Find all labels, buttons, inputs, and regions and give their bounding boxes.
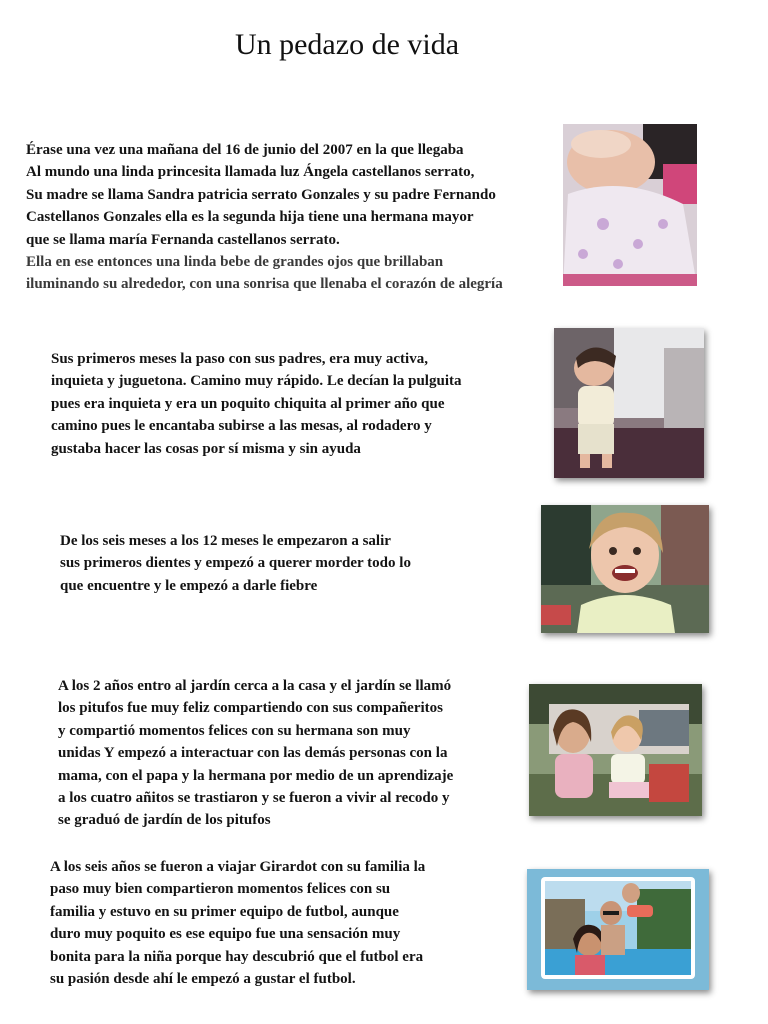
text-line: que encuentre y le empezó a darle fiebre xyxy=(60,577,318,594)
paragraph-kindergarten xyxy=(58,675,453,832)
text-line: Castellanos Gonzales ella es la segunda hija tiene una hermana mayor xyxy=(26,209,474,226)
text-line: Sus primeros meses la paso con sus padres, era muy activa, xyxy=(51,351,428,367)
paragraph-first-months xyxy=(51,348,461,460)
text-line: bonita para la niña porque hay descubrió que el futbol era xyxy=(50,948,424,965)
text-line: duro muy poquito es ese equipo fue una sensación muy xyxy=(50,926,401,943)
text-line: unidas Y empezó a interactuar con las demás personas con la xyxy=(58,745,448,762)
photo-smiling-toddler xyxy=(541,505,709,633)
photo-newborn-baby xyxy=(563,124,697,286)
text-line: a los cuatro añitos se trastiaron y se fueron a vivir al recodo y xyxy=(58,790,450,807)
paragraph-birth xyxy=(26,139,503,296)
text-line: De los seis meses a los 12 meses le empezaron a salir xyxy=(60,533,391,549)
text-line: pues era inquieta y era un poquito chiquita al primer año que xyxy=(51,395,445,412)
text-line: gustaba hacer las cosas por sí misma y sin ayuda xyxy=(51,440,361,457)
text-line: A los 2 años entro al jardín cerca a la casa y el jardín se llamó xyxy=(58,678,452,694)
photo-sisters xyxy=(529,684,702,816)
text-line: los pitufos fue muy feliz compartiendo con sus compañeritos xyxy=(58,700,443,717)
paragraph-girardot-trip xyxy=(50,856,425,990)
text-line: iluminando su alrededor, con una sonrisa que llenaba el corazón de alegría xyxy=(26,276,503,293)
text-line: se graduó de jardín de los pitufos xyxy=(58,812,271,829)
paragraph-teeth xyxy=(60,530,411,597)
text-line: camino pues le encantaba subirse a las mesas, al rodadero y xyxy=(51,418,432,435)
text-line: Al mundo una linda princesita llamada luz Ángela castellanos serrato, xyxy=(26,164,475,181)
text-line: que se llama maría Fernanda castellanos serrato. xyxy=(26,231,340,248)
text-line: sus primeros dientes y empezó a querer morder todo lo xyxy=(60,555,411,572)
text-line: mama, con el papa y la hermana por medio de un aprendizaje xyxy=(58,767,454,784)
photo-toddler-walking xyxy=(554,328,704,478)
text-line: familia y estuvo en su primer equipo de futbol, aunque xyxy=(50,903,399,920)
page-title: Un pedazo de vida xyxy=(234,28,460,61)
text-line: Su madre se llama Sandra patricia serrato Gonzales y su padre Fernando xyxy=(26,186,496,203)
text-line: Ella en ese entonces una linda bebe de grandes ojos que brillaban xyxy=(26,254,444,271)
photo-family-pool xyxy=(527,869,709,990)
text-line: A los seis años se fueron a viajar Girardot con su familia la xyxy=(50,859,426,875)
text-line: inquieta y juguetona. Camino muy rápido. Le decían la pulguita xyxy=(51,373,462,390)
text-line: Érase una vez una mañana del 16 de junio del 2007 en la que llegaba xyxy=(26,142,464,158)
text-line: y compartió momentos felices con su hermana son muy xyxy=(58,722,411,739)
text-line: su pasión desde ahí le empezó a gustar el futbol. xyxy=(50,971,356,988)
text-line: paso muy bien compartieron momentos felices con su xyxy=(50,881,391,898)
